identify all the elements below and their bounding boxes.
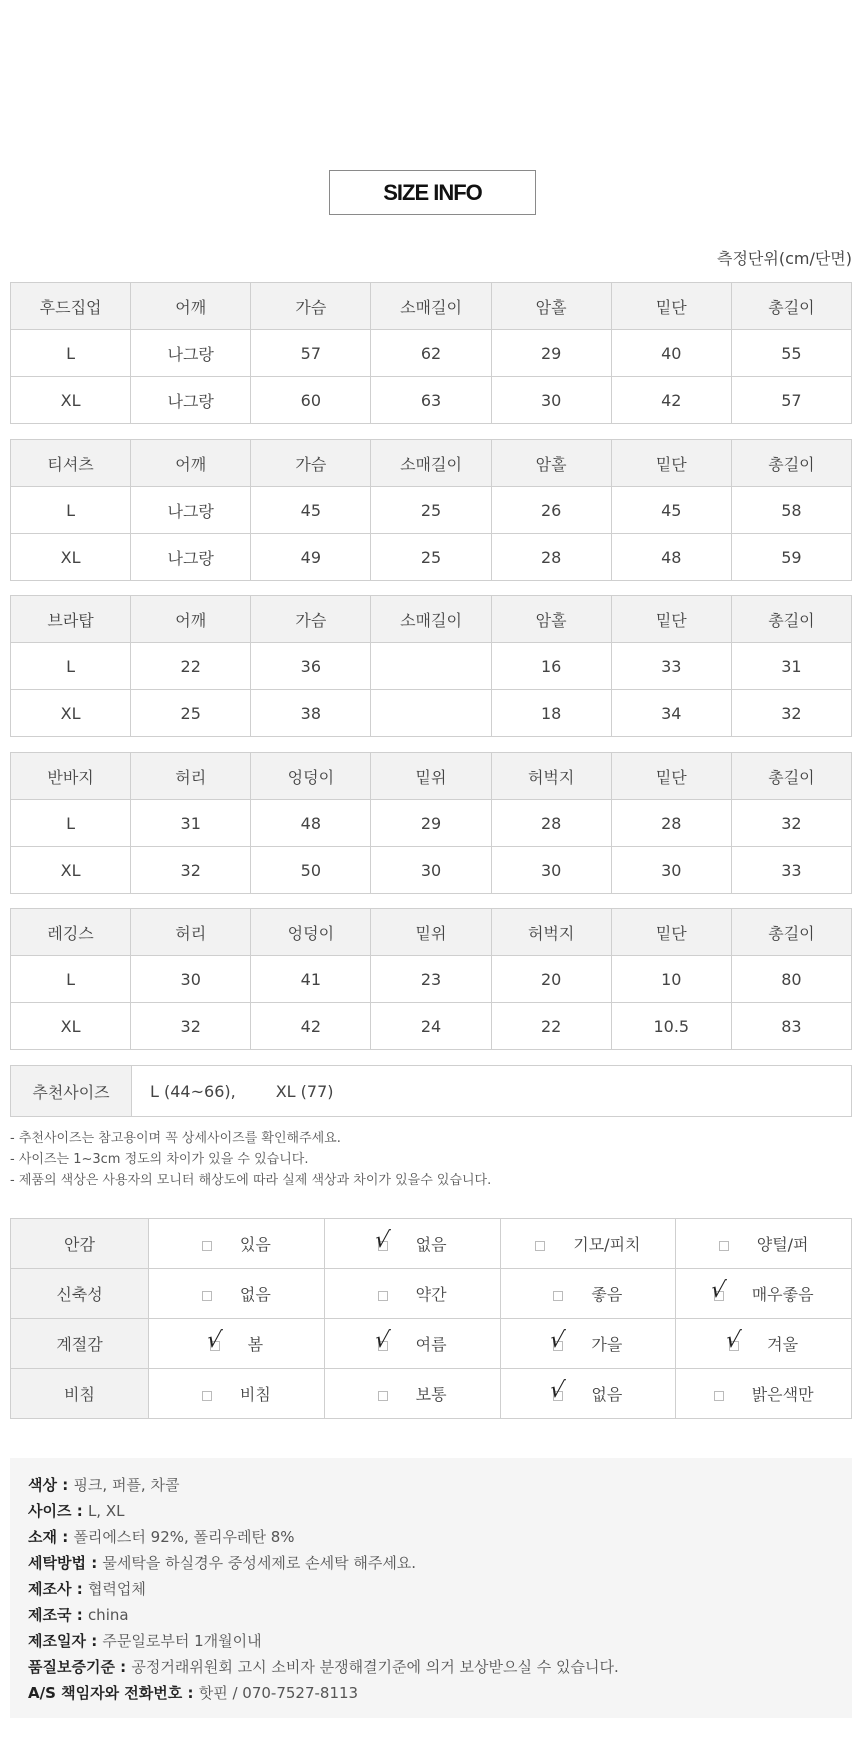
table-header-cell: 총길이 <box>731 440 851 487</box>
table-header-cell: 밑단 <box>611 753 731 800</box>
attribute-option <box>500 1219 676 1269</box>
table-cell: 25 <box>371 534 491 581</box>
attribute-row <box>11 1319 852 1369</box>
table-cell: 58 <box>731 487 851 534</box>
checkbox-icon <box>372 1327 391 1353</box>
attribute-option <box>149 1269 325 1319</box>
info-line <box>28 1472 834 1498</box>
table-row <box>11 377 852 424</box>
info-value: 물세탁을 하실경우 중성세제로 손세탁 해주세요. <box>102 1554 417 1572</box>
table-cell: 30 <box>371 847 491 894</box>
table-cell: 40 <box>611 330 731 377</box>
table-cell: 32 <box>131 1003 251 1050</box>
table-header-cell: 브라탑 <box>11 596 131 643</box>
option-label: 가을 <box>591 1335 623 1354</box>
table-cell <box>371 643 491 690</box>
info-label: 제조일자 <box>28 1632 86 1650</box>
checkbox-icon <box>202 1391 212 1401</box>
table-cell: 30 <box>131 956 251 1003</box>
table-row <box>11 534 852 581</box>
checkmark-icon: √ <box>204 1327 223 1353</box>
option-label: 봄 <box>247 1335 264 1354</box>
checkmark-icon: √ <box>372 1327 391 1353</box>
table-header-cell: 암홀 <box>491 440 611 487</box>
option-label: 기모/피치 <box>573 1235 641 1254</box>
table-cell: 29 <box>491 330 611 377</box>
note-line: - 사이즈는 1~3cm 정도의 차이가 있을 수 있습니다. <box>10 1152 309 1167</box>
table-cell: 48 <box>251 800 371 847</box>
option-label: 있음 <box>239 1235 271 1254</box>
table-cell: 42 <box>611 377 731 424</box>
checkbox-icon <box>378 1291 388 1301</box>
checkmark-icon: √ <box>708 1277 727 1303</box>
info-value: 주문일로부터 1개월이내 <box>102 1632 262 1650</box>
table-header-cell: 밑위 <box>371 909 491 956</box>
info-label: 품질보증기준 <box>28 1658 115 1676</box>
table-cell: 나그랑 <box>131 330 251 377</box>
table-cell: 36 <box>251 643 371 690</box>
table-header-cell: 티셔츠 <box>11 440 131 487</box>
table-header-cell: 가슴 <box>251 596 371 643</box>
info-separator: : <box>56 1528 74 1546</box>
table-cell: 32 <box>131 847 251 894</box>
info-separator: : <box>71 1606 88 1624</box>
attribute-label: 계절감 <box>11 1319 149 1369</box>
attribute-label: 비침 <box>11 1369 149 1419</box>
info-separator: : <box>71 1580 88 1598</box>
table-cell: 42 <box>251 1003 371 1050</box>
info-separator: : <box>85 1554 103 1572</box>
table-cell: 28 <box>611 800 731 847</box>
recommend-value-xl: XL (77) <box>275 1081 334 1101</box>
option-label: 약간 <box>415 1285 447 1304</box>
info-label: 사이즈 <box>28 1502 72 1520</box>
table-cell: 32 <box>731 690 851 737</box>
table-header-cell: 엉덩이 <box>251 909 371 956</box>
table-header-row <box>11 909 852 956</box>
table-header-cell: 소매길이 <box>371 440 491 487</box>
table-row <box>11 800 852 847</box>
attribute-option <box>676 1319 852 1369</box>
info-separator: : <box>182 1684 199 1702</box>
option-label: 좋음 <box>591 1285 623 1304</box>
table-cell: 48 <box>611 534 731 581</box>
option-label: 없음 <box>591 1385 623 1404</box>
info-separator: : <box>85 1632 103 1650</box>
attribute-row <box>11 1269 852 1319</box>
info-separator: : <box>56 1476 74 1494</box>
attribute-option <box>676 1369 852 1419</box>
table-cell: 41 <box>251 956 371 1003</box>
attribute-option <box>500 1269 676 1319</box>
size-label-cell: XL <box>11 1003 131 1050</box>
option-label: 겨울 <box>767 1335 799 1354</box>
table-header-row <box>11 596 852 643</box>
size-label-cell: XL <box>11 847 131 894</box>
table-cell: 31 <box>131 800 251 847</box>
table-cell: 32 <box>731 800 851 847</box>
table-cell: 62 <box>371 330 491 377</box>
table-cell: 16 <box>491 643 611 690</box>
table-header-cell: 총길이 <box>731 596 851 643</box>
info-separator: : <box>71 1502 88 1520</box>
note-line: - 추천사이즈는 참고용이며 꼭 상세사이즈를 확인해주세요. <box>10 1131 341 1146</box>
checkbox-icon <box>708 1277 727 1303</box>
table-cell: 60 <box>251 377 371 424</box>
checkbox-icon <box>553 1291 563 1301</box>
option-label: 양털/퍼 <box>756 1235 809 1254</box>
table-header-cell: 소매길이 <box>371 283 491 330</box>
table-header-cell: 밑단 <box>611 440 731 487</box>
table-row <box>11 847 852 894</box>
table-header-cell: 엉덩이 <box>251 753 371 800</box>
info-label: 소재 <box>28 1528 57 1546</box>
table-cell: 38 <box>251 690 371 737</box>
info-line <box>28 1498 834 1524</box>
option-label: 밝은색만 <box>751 1385 814 1404</box>
info-line <box>28 1602 834 1628</box>
table-cell: 63 <box>371 377 491 424</box>
table-row <box>11 487 852 534</box>
table-header-cell: 어깨 <box>131 283 251 330</box>
info-label: 제조사 <box>28 1580 72 1598</box>
checkbox-icon <box>372 1227 391 1253</box>
table-header-cell: 후드집업 <box>11 283 131 330</box>
size-label-cell: L <box>11 487 131 534</box>
table-cell: 22 <box>491 1003 611 1050</box>
table-cell: 20 <box>491 956 611 1003</box>
table-row <box>11 690 852 737</box>
table-cell: 22 <box>131 643 251 690</box>
table-cell: 나그랑 <box>131 487 251 534</box>
table-cell: 33 <box>611 643 731 690</box>
info-value: 핑크, 퍼플, 차콜 <box>73 1476 180 1494</box>
table-header-cell: 밑위 <box>371 753 491 800</box>
table-cell: 10.5 <box>611 1003 731 1050</box>
table-header-row <box>11 753 852 800</box>
info-label: 색상 <box>28 1476 57 1494</box>
table-cell: 49 <box>251 534 371 581</box>
table-cell: 45 <box>611 487 731 534</box>
attribute-option <box>324 1319 500 1369</box>
table-cell: 34 <box>611 690 731 737</box>
checkbox-icon <box>378 1391 388 1401</box>
checkbox-icon <box>202 1241 212 1251</box>
table-header-cell: 레깅스 <box>11 909 131 956</box>
table-header-cell: 허리 <box>131 753 251 800</box>
table-header-cell: 허벅지 <box>491 909 611 956</box>
table-cell: 28 <box>491 534 611 581</box>
size-table <box>10 439 852 581</box>
table-header-cell: 소매길이 <box>371 596 491 643</box>
checkbox-icon <box>723 1327 743 1353</box>
attribute-label: 신축성 <box>11 1269 149 1319</box>
size-notes <box>10 1128 491 1191</box>
table-cell: 18 <box>491 690 611 737</box>
checkbox-icon <box>714 1391 724 1401</box>
table-header-cell: 가슴 <box>251 440 371 487</box>
fabric-attribute-table <box>10 1218 852 1419</box>
table-cell: 나그랑 <box>131 534 251 581</box>
info-line <box>28 1654 834 1680</box>
table-header-cell: 가슴 <box>251 283 371 330</box>
attribute-label: 안감 <box>11 1219 149 1269</box>
table-cell: 59 <box>731 534 851 581</box>
table-cell: 10 <box>611 956 731 1003</box>
table-cell: 24 <box>371 1003 491 1050</box>
unit-note: 측정단위(cm/단면) <box>717 249 852 268</box>
size-info-title: SIZE INFO <box>329 170 536 215</box>
info-line <box>28 1680 834 1706</box>
size-table <box>10 752 852 894</box>
table-cell: 29 <box>371 800 491 847</box>
table-cell: 45 <box>251 487 371 534</box>
table-cell: 23 <box>371 956 491 1003</box>
info-line <box>28 1550 834 1576</box>
checkmark-icon: √ <box>548 1327 567 1353</box>
checkmark-icon: √ <box>548 1377 567 1403</box>
info-value: 폴리에스터 92%, 폴리우레탄 8% <box>73 1528 295 1546</box>
info-value: L, XL <box>87 1502 125 1520</box>
info-value: china <box>87 1606 129 1624</box>
table-header-cell: 암홀 <box>491 596 611 643</box>
size-table <box>10 282 852 424</box>
recommend-label: 추천사이즈 <box>11 1066 132 1117</box>
checkbox-icon <box>719 1241 729 1251</box>
size-label-cell: L <box>11 800 131 847</box>
table-row <box>11 1003 852 1050</box>
info-value: 협력업체 <box>87 1580 146 1598</box>
table-cell <box>371 690 491 737</box>
checkbox-icon <box>548 1327 567 1353</box>
attribute-row <box>11 1219 852 1269</box>
attribute-option <box>676 1219 852 1269</box>
attribute-option <box>324 1269 500 1319</box>
table-cell: 25 <box>131 690 251 737</box>
table-header-cell: 밑단 <box>611 596 731 643</box>
checkmark-icon: √ <box>372 1227 391 1253</box>
table-header-cell: 밑단 <box>611 909 731 956</box>
table-cell: 30 <box>611 847 731 894</box>
option-label: 비침 <box>239 1385 271 1404</box>
info-value: 공정거래위원회 고시 소비자 분쟁해결기준에 의거 보상받으실 수 있습니다. <box>131 1658 619 1676</box>
table-header-cell: 총길이 <box>731 909 851 956</box>
table-header-cell: 암홀 <box>491 283 611 330</box>
attribute-option <box>500 1369 676 1419</box>
table-cell: 50 <box>251 847 371 894</box>
attribute-option <box>324 1219 500 1269</box>
table-header-row <box>11 283 852 330</box>
table-cell: 83 <box>731 1003 851 1050</box>
info-value: 핫핀 / 070-7527-8113 <box>198 1684 359 1702</box>
table-header-cell: 총길이 <box>731 753 851 800</box>
attribute-option <box>676 1269 852 1319</box>
checkbox-icon <box>535 1241 545 1251</box>
info-label: 제조국 <box>28 1606 72 1624</box>
size-label-cell: XL <box>11 377 131 424</box>
table-header-cell: 반바지 <box>11 753 131 800</box>
table-cell: 25 <box>371 487 491 534</box>
table-header-cell: 어깨 <box>131 596 251 643</box>
checkbox-icon <box>204 1327 223 1353</box>
table-cell: 57 <box>251 330 371 377</box>
table-row <box>11 643 852 690</box>
attribute-option <box>500 1319 676 1369</box>
size-table <box>10 595 852 737</box>
table-cell: 31 <box>731 643 851 690</box>
info-line <box>28 1628 834 1654</box>
attribute-option <box>149 1319 325 1369</box>
attribute-option <box>149 1369 325 1419</box>
table-header-cell: 허벅지 <box>491 753 611 800</box>
product-info-box <box>10 1458 852 1718</box>
table-cell: 30 <box>491 377 611 424</box>
size-label-cell: L <box>11 643 131 690</box>
option-label: 보통 <box>415 1385 447 1404</box>
option-label: 여름 <box>415 1335 447 1354</box>
recommend-value-l: L (44~66), <box>150 1081 236 1101</box>
option-label: 매우좋음 <box>751 1285 814 1304</box>
option-label: 없음 <box>239 1285 271 1304</box>
recommend-size-table <box>10 1065 852 1117</box>
table-row <box>11 956 852 1003</box>
table-cell: 나그랑 <box>131 377 251 424</box>
size-label-cell: XL <box>11 690 131 737</box>
size-label-cell: XL <box>11 534 131 581</box>
info-label: A/S 책임자와 전화번호 <box>28 1684 183 1702</box>
table-header-cell: 총길이 <box>731 283 851 330</box>
table-header-cell: 어깨 <box>131 440 251 487</box>
table-header-cell: 허리 <box>131 909 251 956</box>
size-label-cell: L <box>11 956 131 1003</box>
note-line: - 제품의 색상은 사용자의 모니터 해상도에 따라 실제 색상과 차이가 있을수 있습니다. <box>10 1173 492 1188</box>
checkmark-icon: √ <box>723 1327 743 1353</box>
table-cell: 57 <box>731 377 851 424</box>
info-separator: : <box>114 1658 132 1676</box>
info-line <box>28 1524 834 1550</box>
table-row <box>11 330 852 377</box>
option-label: 없음 <box>415 1235 447 1254</box>
checkbox-icon <box>202 1291 212 1301</box>
table-cell: 33 <box>731 847 851 894</box>
info-label: 세탁방법 <box>28 1554 86 1572</box>
attribute-option <box>149 1219 325 1269</box>
table-cell: 26 <box>491 487 611 534</box>
table-cell: 28 <box>491 800 611 847</box>
table-cell: 30 <box>491 847 611 894</box>
size-table <box>10 908 852 1050</box>
table-cell: 55 <box>731 330 851 377</box>
table-header-cell: 밑단 <box>611 283 731 330</box>
checkbox-icon <box>548 1377 567 1403</box>
info-line <box>28 1576 834 1602</box>
size-label-cell: L <box>11 330 131 377</box>
attribute-option <box>324 1369 500 1419</box>
attribute-row <box>11 1369 852 1419</box>
table-cell: 80 <box>731 956 851 1003</box>
table-header-row <box>11 440 852 487</box>
